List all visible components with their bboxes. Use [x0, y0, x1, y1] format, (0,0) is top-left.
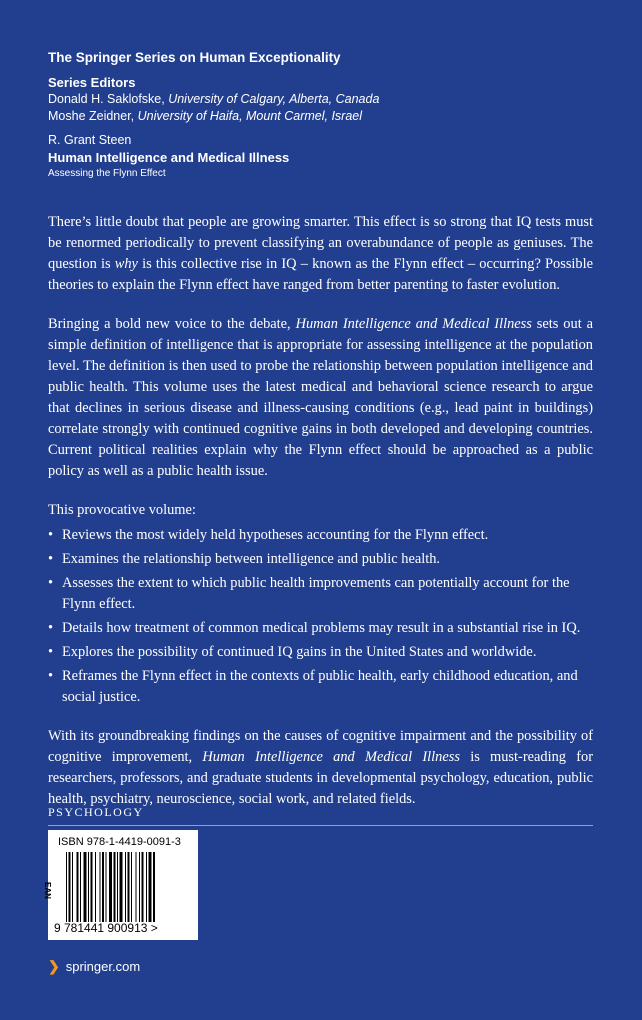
paragraph-text: Bringing a bold new voice to the debate, [48, 316, 296, 332]
barcode-bars [64, 852, 194, 922]
description-paragraph [48, 314, 593, 482]
list-item: • Examines the relationship between intelligence and public health. [48, 549, 593, 570]
editor-affiliation: University of Haifa, Mount Carmel, Israel [137, 109, 363, 123]
paragraph-text: There’s little doubt that people are growing smarter. This effect is so strong that IQ tests must be renormed periodically to prevent classifying an overabundance of people as geniuses. The question is [48, 214, 593, 272]
paragraph-text: With its groundbreaking findings on the causes of cognitive impairment and the possibility of cognitive improvement, [48, 728, 593, 765]
author-name: R. Grant Steen [48, 133, 132, 147]
paragraph-text: is this collective rise in IQ – known as the Flynn effect – occurring? Possible theories to explain the Flynn effect have ranged from better parenting to faster evolution. [48, 256, 593, 293]
editor-line [48, 92, 608, 106]
editor-name: Donald H. Saklofske, [48, 92, 169, 106]
feature-list [48, 525, 593, 708]
emphasis-text: Human Intelligence and Medical Illness [295, 316, 532, 332]
publisher-footer [48, 958, 140, 975]
category-label: PSYCHOLOGY [48, 805, 144, 819]
description-paragraph [48, 212, 593, 296]
paragraph-text: sets out a simple definition of intelligence that is appropriate for assessing intelligence at the population level. The definition is then used to probe the relationship between population intelligence and public health. This volume uses the latest medical and behavioral science research to argue that declines in serious disease and illness-causing conditions (e.g., lead paint in buildings) correlate strongly with continued cognitive gains in both developed and developing countries. Current political realities explain why the Flynn effect should be approached as a public policy as well as a public health issue. [48, 316, 594, 479]
back-cover-description [48, 212, 593, 828]
list-item: • Reviews the most widely held hypotheses accounting for the Flynn effect. [48, 525, 593, 546]
editors-heading: Series Editors [48, 75, 136, 90]
paragraph-text: is must-reading for researchers, professors, and graduate students in developmental psychology, education, public health, psychiatry, neuroscience, social work, and related fields. [48, 749, 593, 807]
book-subtitle: Assessing the Flynn Effect [48, 168, 166, 179]
divider [48, 825, 593, 826]
list-intro: This provocative volume: [48, 502, 196, 518]
list-item: • Explores the possibility of continued IQ gains in the United States and worldwide. [48, 642, 593, 663]
emphasis-text: Human Intelligence and Medical Illness [202, 749, 460, 765]
book-title: Human Intelligence and Medical Illness [48, 150, 290, 165]
chevron-right-icon: ❯ [48, 958, 60, 974]
barcode-digits: 9 781441 900913 > [54, 921, 158, 935]
list-item: • Details how treatment of common medical problems may result in a substantial rise in IQ. [48, 618, 593, 639]
editor-line [48, 109, 608, 123]
series-header [48, 50, 608, 179]
ean-label: EAN [43, 882, 52, 899]
emphasis-text: why [114, 256, 138, 272]
editor-affiliation: University of Calgary, Alberta, Canada [168, 92, 380, 106]
list-item: • Assesses the extent to which public health improvements can potentially account for the Flynn effect. [48, 573, 593, 615]
list-item: • Reframes the Flynn effect in the contexts of public health, early childhood education, and social justice. [48, 666, 593, 708]
publisher-link[interactable]: springer.com [65, 959, 141, 974]
series-title: The Springer Series on Human Exceptionality [48, 50, 341, 65]
isbn-barcode [43, 830, 198, 940]
description-paragraph [48, 726, 593, 810]
editor-name: Moshe Zeidner, [48, 109, 138, 123]
isbn-number: ISBN 978-1-4419-0091-3 [58, 836, 181, 848]
